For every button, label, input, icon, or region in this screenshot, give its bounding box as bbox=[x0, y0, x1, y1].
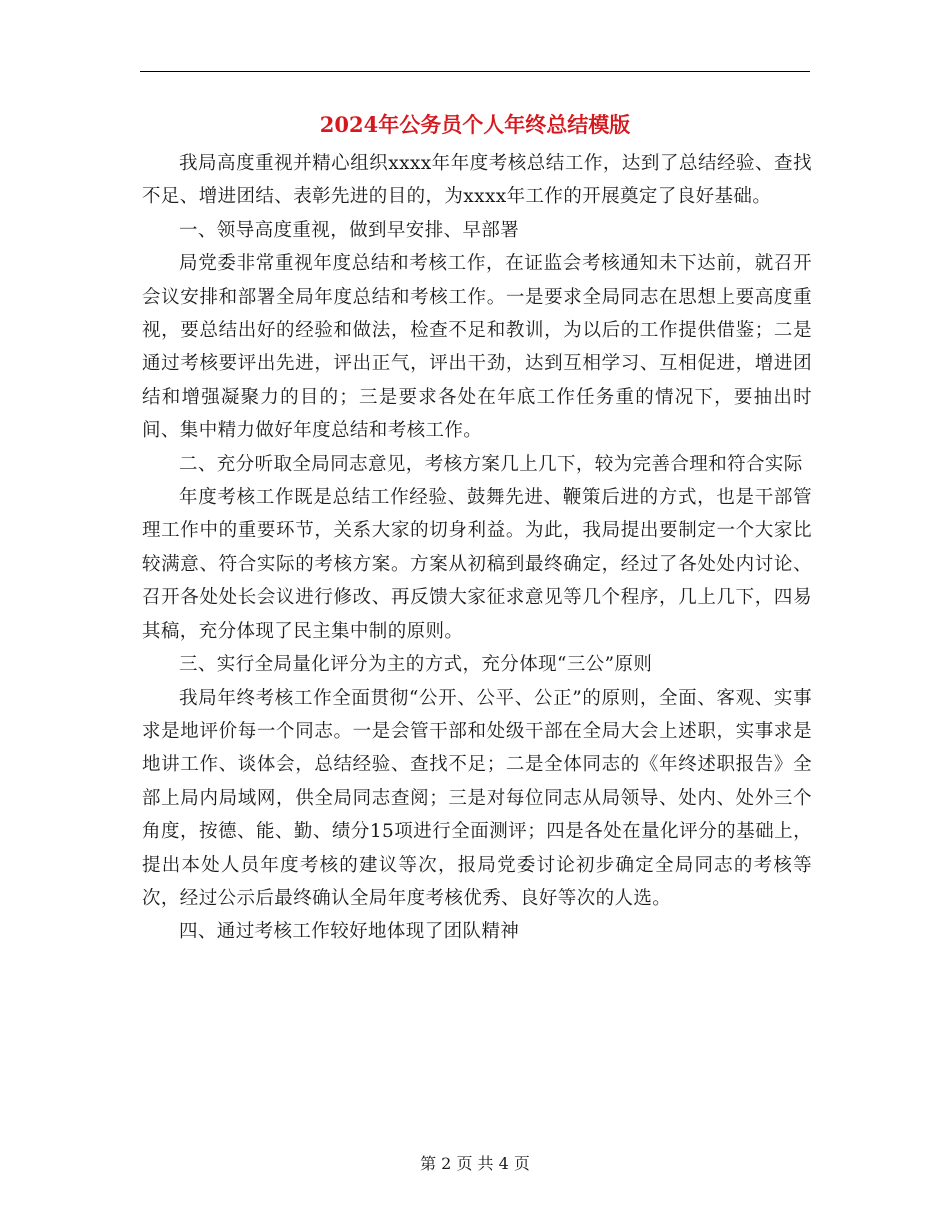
paragraph-section-1: 局党委非常重视年度总结和考核工作，在证监会考核通知未下达前，就召开会议安排和部署全局年度总结和考核工作。一是要求全局同志在思想上要高度重视，要总结出好的经验和做法，检查不足和教训，为以后的工作提供借鉴；二是通过考核要评出先进，评出正气，评出干劲，达到互相学习、互相促进，增进团结和增强凝聚力的目的；三是要求各处在年底工作任务重的情况下，要抽出时间、集中精力做好年度总结和考核工作。 bbox=[142, 253, 812, 442]
paragraph-section-3: 我局年终考核工作全面贯彻“公开、公平、公正”的原则，全面、客观、实事求是地评价每一个同志。一是会管干部和处级干部在全局大会上述职，实事求是地讲工作、谈体会，总结经验、查找不足；二是全体同志的《年终述职报告》全部上局内局域网，供全局同志查阅；三是对每位同志从局领导、处内、处外三个角度，按德、能、勤、绩分15项进行全面测评；四是各处在量化评分的基础上，提出本处人员年度考核的建议等次，报局党委讨论初步确定全局同志的考核等次，经过公示后最终确认全局年度考核优秀、良好等次的人选。 bbox=[142, 687, 812, 909]
header-rule bbox=[140, 71, 810, 72]
section-heading-4: 四、通过考核工作较好地体现了团队精神 bbox=[179, 921, 520, 943]
paragraph-intro: 我局高度重视并精心组织xxxx年年度考核总结工作，达到了总结经验、查找不足、增进团结、表彰先进的目的，为xxxx年工作的开展奠定了良好基础。 bbox=[142, 153, 812, 208]
section-heading-2: 二、充分听取全局同志意见，考核方案几上几下，较为完善合理和符合实际 bbox=[179, 453, 803, 475]
paragraph-section-2: 年度考核工作既是总结工作经验、鼓舞先进、鞭策后进的方式，也是干部管理工作中的重要环节，关系大家的切身利益。为此，我局提出要制定一个大家比较满意、符合实际的考核方案。方案从初稿到最终确定，经过了各处处内讨论、召开各处处长会议进行修改、再反馈大家征求意见等几个程序，几上几下，四易其稿，充分体现了民主集中制的原则。 bbox=[142, 487, 812, 642]
document-title: 2024年公务员个人年终总结模版 bbox=[319, 112, 631, 137]
section-heading-3: 三、实行全局量化评分为主的方式，充分体现“三公”原则 bbox=[179, 654, 653, 676]
section-heading-1: 一、领导高度重视，做到早安排、早部署 bbox=[179, 219, 520, 241]
document-body bbox=[142, 147, 812, 949]
page-number-footer: 第 2 页 共 4 页 bbox=[420, 1154, 530, 1173]
